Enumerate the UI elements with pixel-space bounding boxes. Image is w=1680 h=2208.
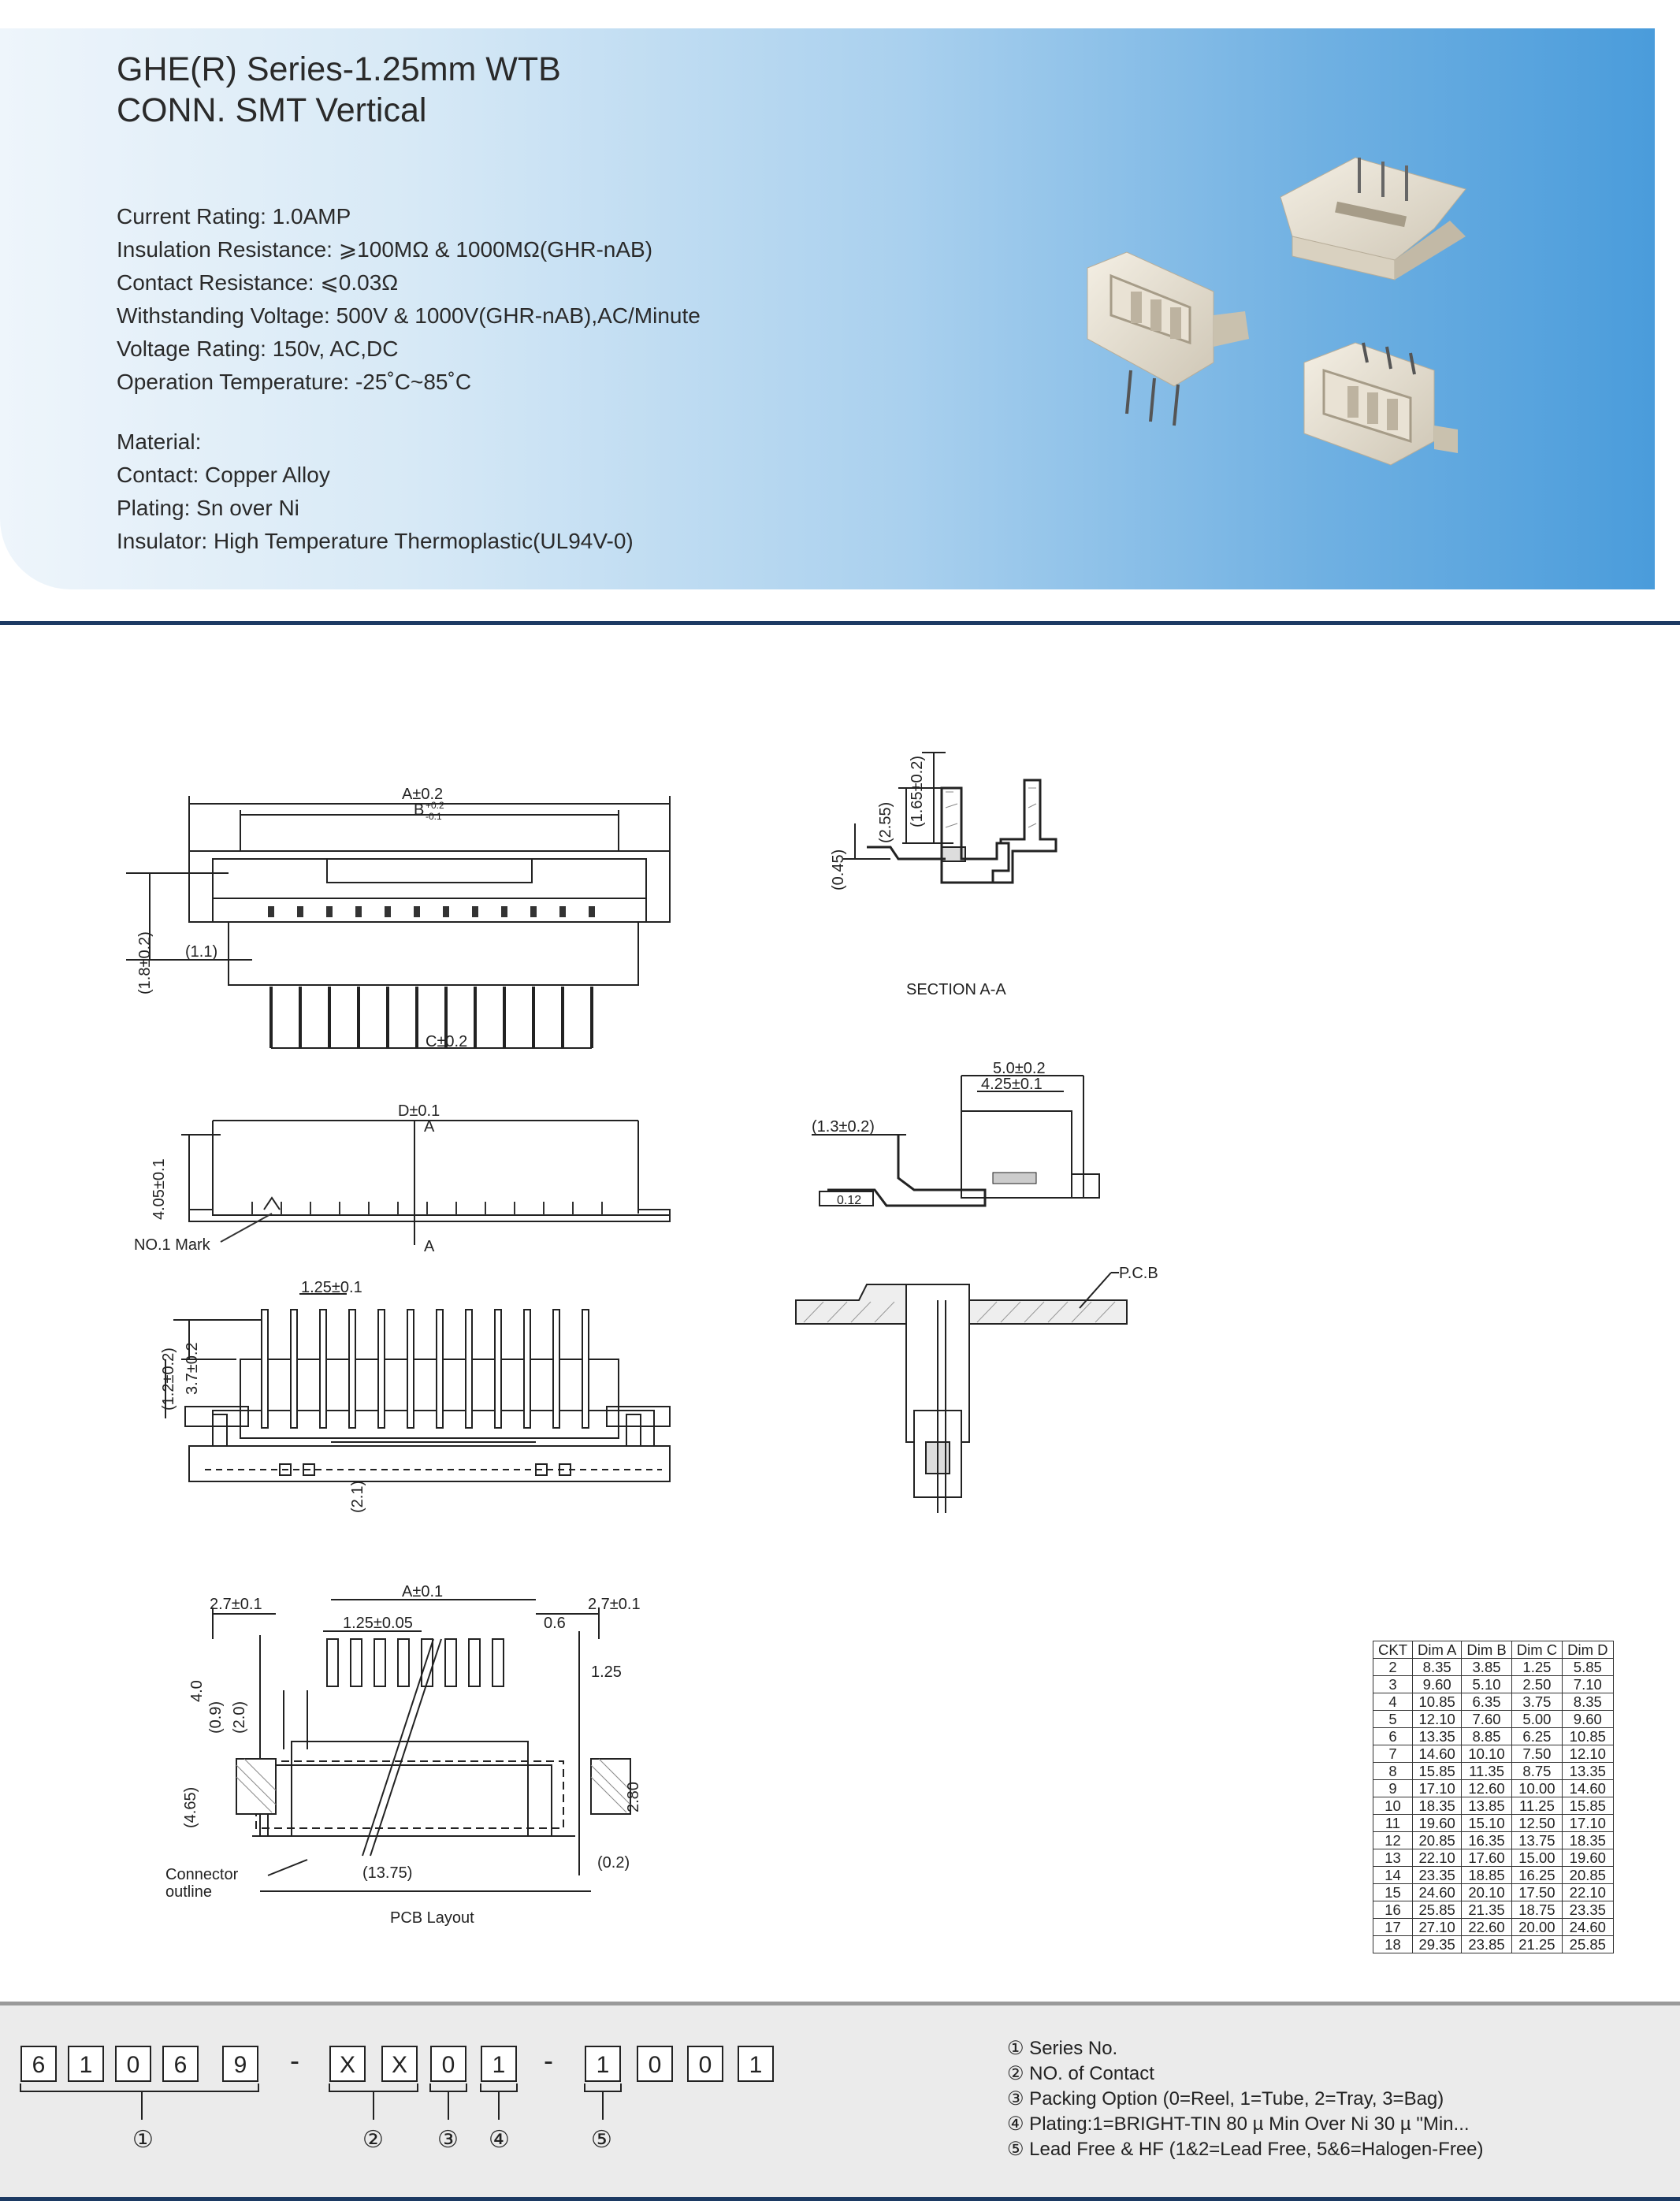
table-cell: 18.35 — [1413, 1797, 1462, 1815]
table-cell: 12 — [1373, 1832, 1413, 1849]
table-cell: 8.35 — [1413, 1659, 1462, 1676]
table-cell: 12.50 — [1511, 1815, 1562, 1832]
table-cell: 13 — [1373, 1849, 1413, 1867]
pn-digit: 0 — [115, 2046, 151, 2082]
table-cell: 7.10 — [1563, 1676, 1613, 1693]
pcb-20: (2.0) — [231, 1701, 248, 1734]
table-row — [1373, 1693, 1614, 1711]
table-cell: 5.00 — [1511, 1711, 1562, 1728]
table-cell: 17.60 — [1462, 1849, 1511, 1867]
table-cell: 3.85 — [1462, 1659, 1511, 1676]
pcb-outline-1: Connector — [165, 1866, 239, 1883]
material-title: Material: — [117, 429, 202, 454]
table-cell: 19.60 — [1413, 1815, 1462, 1832]
table-cell: 8 — [1373, 1763, 1413, 1780]
table-cell: 16 — [1373, 1901, 1413, 1919]
mated-pcb-drawing — [788, 1253, 1198, 1513]
table-row — [1373, 1780, 1614, 1797]
table-cell: 12.60 — [1462, 1780, 1511, 1797]
table-cell: 13.85 — [1462, 1797, 1511, 1815]
table-cell: 18.85 — [1462, 1867, 1511, 1884]
pn-digit: 1 — [481, 2046, 517, 2082]
detail-50: 5.0±0.2 — [993, 1060, 1046, 1077]
table-cell: 27.10 — [1413, 1919, 1462, 1936]
pitch-label: 1.25±0.1 — [301, 1279, 362, 1296]
table-header: Dim B — [1462, 1641, 1511, 1659]
table-cell: 18.35 — [1563, 1832, 1613, 1849]
pn-dash: - — [290, 2044, 299, 2076]
table-cell: 15.10 — [1462, 1815, 1511, 1832]
table-cell: 15 — [1373, 1884, 1413, 1901]
table-cell: 10.10 — [1462, 1745, 1511, 1763]
material-list — [117, 426, 634, 558]
side-view-drawing — [126, 1087, 693, 1261]
legend-item: ① Series No. — [1007, 2038, 1118, 2059]
pcb-280: 2.80 — [625, 1782, 642, 1812]
table-cell: 22.10 — [1563, 1884, 1613, 1901]
connector-photo-1 — [1280, 158, 1466, 280]
table-cell: 12.10 — [1413, 1711, 1462, 1728]
detail-flatness: 0.12 — [837, 1194, 862, 1207]
product-photo — [1056, 134, 1497, 481]
table-cell: 24.60 — [1563, 1919, 1613, 1936]
table-cell: 20.10 — [1462, 1884, 1511, 1901]
pcb-1375: (13.75) — [362, 1864, 413, 1882]
table-header: Dim C — [1511, 1641, 1562, 1659]
pn-digit: 0 — [637, 2046, 673, 2082]
page-title — [117, 49, 561, 131]
table-cell: 10.85 — [1563, 1728, 1613, 1745]
table-cell: 14.60 — [1413, 1745, 1462, 1763]
section-a-top: A — [424, 1118, 435, 1136]
table-cell: 11 — [1373, 1815, 1413, 1832]
dim-d-label: D±0.1 — [398, 1102, 440, 1120]
bottom-view-drawing — [126, 1277, 693, 1529]
spec-withstanding: Withstanding Voltage: 500V & 1000V(GHR-nAB),AC/Minute — [117, 303, 701, 328]
table-cell: 8.35 — [1563, 1693, 1613, 1711]
table-cell: 9.60 — [1563, 1711, 1613, 1728]
detail-13: (1.3±0.2) — [812, 1118, 875, 1136]
table-row — [1373, 1711, 1614, 1728]
pcb-465: (4.65) — [182, 1786, 199, 1828]
table-row — [1373, 1763, 1614, 1780]
sec-255: (2.55) — [877, 801, 894, 843]
detail-425: 4.25±0.1 — [981, 1076, 1043, 1093]
spec-insulation: Insulation Resistance: ⩾100MΩ & 1000MΩ(GHR-nAB) — [117, 237, 653, 262]
pn-dash: - — [544, 2044, 553, 2076]
table-row — [1373, 1832, 1614, 1849]
table-cell: 18 — [1373, 1936, 1413, 1953]
header-separator — [0, 621, 1680, 625]
table-cell: 2.50 — [1511, 1676, 1562, 1693]
pn-digit: X — [329, 2046, 366, 2082]
table-cell: 24.60 — [1413, 1884, 1462, 1901]
table-row — [1373, 1728, 1614, 1745]
pcb-09: (0.9) — [207, 1701, 225, 1734]
pcb-right-27: 2.7±0.1 — [588, 1596, 641, 1613]
table-cell: 10.85 — [1413, 1693, 1462, 1711]
pcb-40: 4.0 — [188, 1680, 206, 1702]
table-cell: 5.10 — [1462, 1676, 1511, 1693]
table-cell: 20.00 — [1511, 1919, 1562, 1936]
legend — [1007, 2036, 1484, 2162]
table-cell: 11.25 — [1511, 1797, 1562, 1815]
section-caption: SECTION A-A — [906, 981, 1006, 998]
dim-c-label: C±0.2 — [426, 1033, 468, 1050]
pcb-left-27: 2.7±0.1 — [210, 1596, 262, 1613]
spec-contact: Contact Resistance: ⩽0.03Ω — [117, 270, 399, 295]
dim-height-label: 4.05±0.1 — [151, 1158, 168, 1220]
pn-digit: 0 — [687, 2046, 723, 2082]
detail-drawing — [804, 1056, 1135, 1237]
sec-165: (1.65±0.2) — [909, 755, 926, 827]
table-cell: 15.00 — [1511, 1849, 1562, 1867]
legend-item: ④ Plating:1=BRIGHT-TIN 80 µ Min Over Ni 30 µ "Min... — [1007, 2113, 1470, 2135]
pcb-caption: PCB Layout — [390, 1909, 474, 1927]
table-cell: 25.85 — [1413, 1901, 1462, 1919]
dim-b-label: B — [414, 801, 425, 819]
pcb-02: (0.2) — [597, 1854, 630, 1872]
table-cell: 5.85 — [1563, 1659, 1613, 1676]
table-cell: 10 — [1373, 1797, 1413, 1815]
pcb-layout-drawing — [150, 1576, 670, 1939]
dim-18-label: (1.8±0.2) — [136, 931, 154, 994]
table-row — [1373, 1676, 1614, 1693]
marker-3: ③ — [437, 2126, 459, 2154]
table-cell: 17.10 — [1413, 1780, 1462, 1797]
pn-digit: 1 — [738, 2046, 774, 2082]
table-cell: 8.85 — [1462, 1728, 1511, 1745]
table-cell: 15.85 — [1413, 1763, 1462, 1780]
table-cell: 13.35 — [1413, 1728, 1462, 1745]
table-cell: 3.75 — [1511, 1693, 1562, 1711]
spec-list — [117, 200, 701, 399]
pcb-125: 1.25 — [591, 1663, 622, 1681]
table-cell: 9.60 — [1413, 1676, 1462, 1693]
table-cell: 18.75 — [1511, 1901, 1562, 1919]
spec-temperature: Operation Temperature: -25˚C~85˚C — [117, 370, 472, 394]
table-cell: 7.60 — [1462, 1711, 1511, 1728]
legend-item: ⑤ Lead Free & HF (1&2=Lead Free, 5&6=Halogen-Free) — [1007, 2139, 1484, 2160]
table-row — [1373, 1815, 1614, 1832]
table-cell: 6 — [1373, 1728, 1413, 1745]
pn-digit: X — [381, 2046, 418, 2082]
dim-b-tol-lower: -0.1 — [426, 811, 442, 822]
table-row — [1373, 1745, 1614, 1763]
marker-4: ④ — [489, 2126, 510, 2154]
front-view-drawing — [126, 780, 693, 1064]
table-cell: 17.50 — [1511, 1884, 1562, 1901]
table-cell: 8.75 — [1511, 1763, 1562, 1780]
table-cell: 11.35 — [1462, 1763, 1511, 1780]
marker-1: ① — [132, 2126, 154, 2154]
pcb-label: P.C.B — [1119, 1265, 1158, 1282]
table-cell: 19.60 — [1563, 1849, 1613, 1867]
table-cell: 4 — [1373, 1693, 1413, 1711]
pn-digit: 9 — [222, 2046, 258, 2082]
no1-mark-label: NO.1 Mark — [134, 1236, 210, 1254]
part-number-brackets — [0, 2080, 788, 2128]
dimension-table — [1373, 1641, 1614, 1953]
table-cell: 9 — [1373, 1780, 1413, 1797]
table-cell: 3 — [1373, 1676, 1413, 1693]
table-cell: 23.35 — [1563, 1901, 1613, 1919]
table-cell: 1.25 — [1511, 1659, 1562, 1676]
table-row — [1373, 1659, 1614, 1676]
table-cell: 21.35 — [1462, 1901, 1511, 1919]
pn-digit: 1 — [585, 2046, 621, 2082]
table-cell: 6.35 — [1462, 1693, 1511, 1711]
table-cell: 15.85 — [1563, 1797, 1613, 1815]
pcb-outline-2: outline — [165, 1883, 212, 1901]
table-row — [1373, 1936, 1614, 1953]
material-contact: Contact: Copper Alloy — [117, 463, 330, 487]
section-aa-drawing — [820, 733, 1150, 1001]
pn-digit: 1 — [68, 2046, 104, 2082]
legend-item: ② NO. of Contact — [1007, 2063, 1154, 2084]
marker-2: ② — [362, 2126, 384, 2154]
pcb-pitch: 1.25±0.05 — [343, 1615, 413, 1632]
table-cell: 25.85 — [1563, 1936, 1613, 1953]
table-cell: 2 — [1373, 1659, 1413, 1676]
table-cell: 17 — [1373, 1919, 1413, 1936]
material-plating: Plating: Sn over Ni — [117, 496, 299, 520]
spec-current: Current Rating: 1.0AMP — [117, 204, 351, 229]
table-cell: 7 — [1373, 1745, 1413, 1763]
pcb-dim-a: A±0.1 — [402, 1583, 444, 1600]
material-insulator: Insulator: High Temperature Thermoplastic(UL94V-0) — [117, 529, 634, 553]
pn-digit: 6 — [162, 2046, 199, 2082]
pn-digit: 6 — [20, 2046, 57, 2082]
table-cell: 7.50 — [1511, 1745, 1562, 1763]
title-line-2: CONN. SMT Vertical — [117, 91, 427, 129]
table-cell: 12.10 — [1563, 1745, 1613, 1763]
table-cell: 29.35 — [1413, 1936, 1462, 1953]
table-row — [1373, 1919, 1614, 1936]
table-cell: 17.10 — [1563, 1815, 1613, 1832]
table-cell: 21.25 — [1511, 1936, 1562, 1953]
legend-item: ③ Packing Option (0=Reel, 1=Tube, 2=Tray, 3=Bag) — [1007, 2088, 1444, 2109]
table-header: Dim D — [1563, 1641, 1613, 1659]
table-row — [1373, 1884, 1614, 1901]
table-cell: 13.35 — [1563, 1763, 1613, 1780]
table-row — [1373, 1867, 1614, 1884]
table-cell: 22.10 — [1413, 1849, 1462, 1867]
table-cell: 20.85 — [1563, 1867, 1613, 1884]
table-cell: 6.25 — [1511, 1728, 1562, 1745]
table-cell: 20.85 — [1413, 1832, 1462, 1849]
connector-photo-3 — [1304, 343, 1458, 465]
table-cell: 14.60 — [1563, 1780, 1613, 1797]
table-cell: 16.25 — [1511, 1867, 1562, 1884]
table-header: CKT — [1373, 1641, 1413, 1659]
table-row — [1373, 1901, 1614, 1919]
dim-37-label: 3.7±0.2 — [184, 1342, 201, 1395]
dim-11-label: (1.1) — [185, 943, 218, 961]
pn-digit: 0 — [430, 2046, 466, 2082]
table-cell: 10.00 — [1511, 1780, 1562, 1797]
table-cell: 23.85 — [1462, 1936, 1511, 1953]
table-cell: 23.35 — [1413, 1867, 1462, 1884]
dim-12-label: (1.2±0.2) — [160, 1347, 177, 1411]
table-cell: 13.75 — [1511, 1832, 1562, 1849]
dim-a-label: A±0.2 — [402, 786, 444, 803]
section-a-bottom: A — [424, 1238, 435, 1255]
sec-045: (0.45) — [830, 849, 847, 890]
table-cell: 16.35 — [1462, 1832, 1511, 1849]
dim-b-tol-upper: +0.2 — [426, 800, 444, 811]
table-header: Dim A — [1413, 1641, 1462, 1659]
marker-5: ⑤ — [591, 2126, 612, 2154]
footer-separator — [0, 2197, 1680, 2201]
pcb-06: 0.6 — [544, 1615, 566, 1632]
connector-photo-2 — [1087, 252, 1249, 426]
table-cell: 14 — [1373, 1867, 1413, 1884]
spec-voltage: Voltage Rating: 150v, AC,DC — [117, 336, 399, 361]
dim-21-label: (2.1) — [349, 1480, 366, 1513]
table-row — [1373, 1849, 1614, 1867]
table-row — [1373, 1797, 1614, 1815]
title-line-1: GHE(R) Series-1.25mm WTB — [117, 50, 561, 88]
table-cell: 22.60 — [1462, 1919, 1511, 1936]
table-cell: 5 — [1373, 1711, 1413, 1728]
table-header-row — [1373, 1641, 1614, 1659]
